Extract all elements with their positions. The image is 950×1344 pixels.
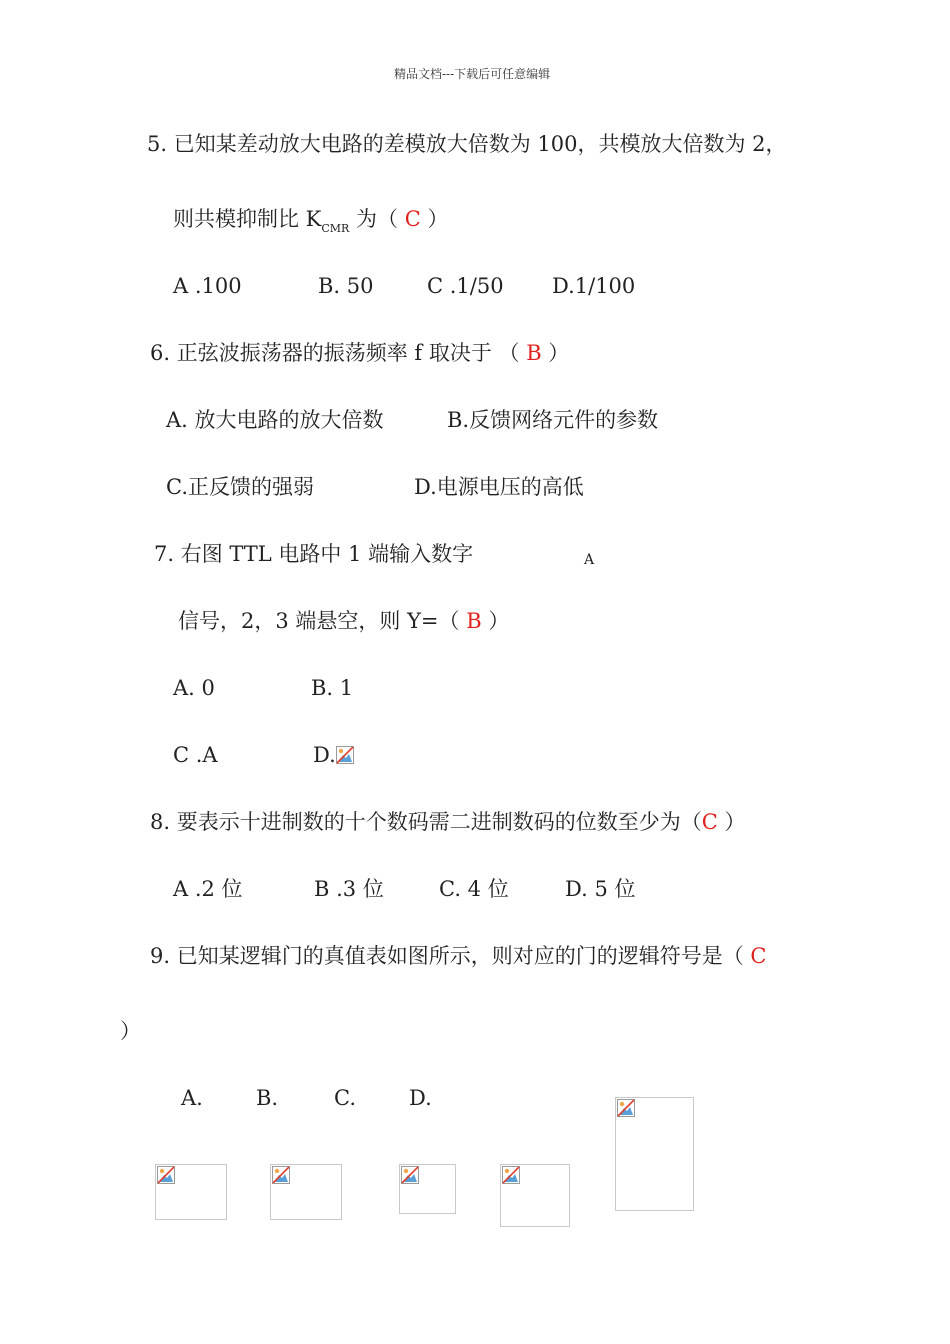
- q6-option-d: D.电源电压的高低: [414, 475, 584, 499]
- q5-option-a: A .100: [173, 274, 242, 298]
- q6-option-c: C.正反馈的强弱: [166, 475, 314, 499]
- q7-figure-label: A: [584, 552, 595, 568]
- gate-symbol-c-image: [399, 1164, 456, 1214]
- q6-option-b: B.反馈网络元件的参数: [447, 408, 659, 432]
- q8-stem-close: ）: [717, 810, 746, 834]
- broken-image-icon: [502, 1166, 520, 1184]
- broken-image-icon: [401, 1166, 419, 1184]
- q9-option-b: B.: [256, 1086, 279, 1110]
- q7-stem-line2: [178, 611, 509, 632]
- q8-answer: C: [701, 810, 718, 834]
- q7-option-b: B. 1: [311, 676, 354, 700]
- q5-stem-text-mid: 为（: [349, 207, 405, 231]
- q6-answer: B: [526, 341, 542, 365]
- gate-symbol-d-image: [500, 1164, 570, 1227]
- q6-stem: [150, 343, 569, 364]
- q7-option-a: A. 0: [173, 676, 215, 700]
- q8-option-a: A .2 位: [173, 877, 243, 901]
- q6-stem-close: ）: [541, 341, 570, 365]
- q9-answer: C: [750, 944, 767, 968]
- q5-option-d: D.1/100: [552, 274, 636, 298]
- q5-stem-close: ）: [420, 207, 449, 231]
- q8-stem: [150, 812, 745, 833]
- q7-option-d: [313, 745, 354, 766]
- gate-symbol-a-image: [155, 1164, 227, 1220]
- q5-option-b: B. 50: [318, 274, 374, 298]
- q7-answer: B: [466, 609, 482, 633]
- broken-image-icon: [336, 746, 354, 764]
- broken-image-icon: [272, 1166, 290, 1184]
- page-header: 精品文档---下载后可任意编辑: [394, 67, 551, 81]
- q6-stem-text: 6. 正弦波振荡器的振荡频率 f 取决于 （: [150, 341, 527, 365]
- gate-symbol-b-image: [270, 1164, 342, 1220]
- q5-stem-line2: [173, 207, 449, 235]
- q6-option-a: A. 放大电路的放大倍数: [166, 408, 384, 432]
- q9-stem: [150, 946, 766, 967]
- q9-stem-close: ）: [120, 1019, 141, 1043]
- q9-option-c: C.: [334, 1086, 356, 1110]
- q7-stem-line1: 7. 右图 TTL 电路中 1 端输入数字: [154, 542, 474, 566]
- q7-stem-close: ）: [481, 609, 510, 633]
- q5-subscript: CMR: [321, 222, 350, 235]
- broken-image-icon: [157, 1166, 175, 1184]
- q7-stem-text: 信号，2，3 端悬空，则 Y=（: [178, 609, 467, 633]
- q8-option-c: C. 4 位: [439, 877, 509, 901]
- q5-answer: C: [404, 207, 421, 231]
- q8-stem-text: 8. 要表示十进制数的十个数码需二进制数码的位数至少为（: [150, 810, 702, 834]
- q7-option-d-label: D.: [313, 743, 336, 767]
- q5-option-c: C .1/50: [427, 274, 504, 298]
- q7-option-c: C .A: [173, 743, 218, 767]
- q9-option-d: D.: [409, 1086, 432, 1110]
- q9-stem-text: 9. 已知某逻辑门的真值表如图所示，则对应的门的逻辑符号是（: [150, 944, 751, 968]
- truth-table-image: [615, 1097, 694, 1211]
- broken-image-icon: [617, 1099, 635, 1117]
- q8-option-d: D. 5 位: [565, 877, 636, 901]
- q8-option-b: B .3 位: [314, 877, 384, 901]
- q5-stem-line1: 5. 已知某差动放大电路的差模放大倍数为 100，共模放大倍数为 2，: [147, 132, 787, 156]
- q9-option-a: A.: [181, 1086, 203, 1110]
- q5-stem-text: 则共模抑制比 K: [173, 207, 322, 231]
